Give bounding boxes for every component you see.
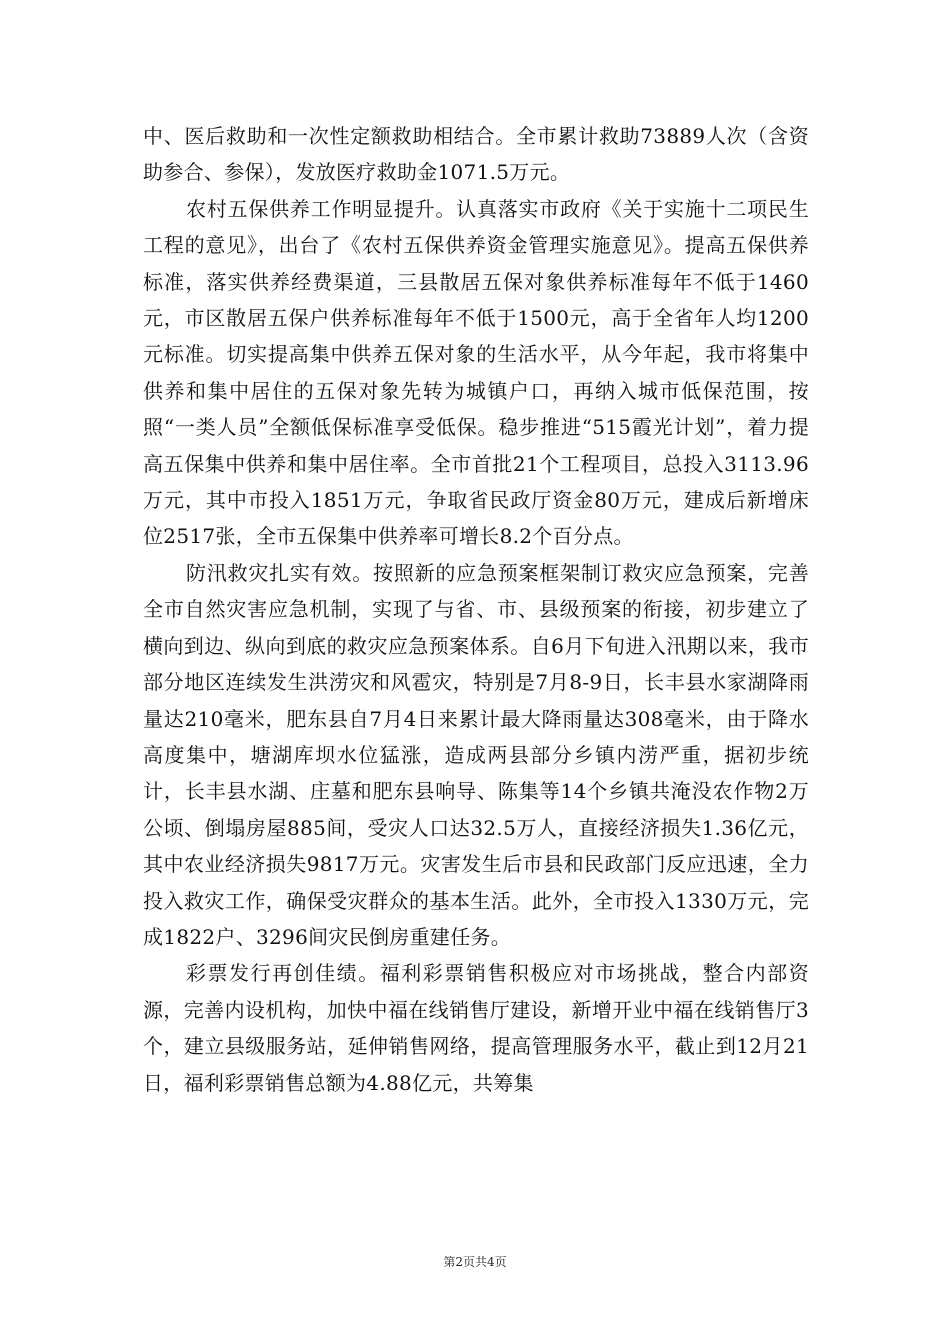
- document-body: [143, 118, 809, 1101]
- page-footer: [0, 1253, 950, 1270]
- paragraph-flood-relief: 防汛救灾扎实有效。按照新的应急预案框架制订救灾应急预案，完善全市自然灾害应急机制，实现了与省、市、县级预案的衔接，初步建立了横向到边、纵向到底的救灾应急预案体系。自6月下旬进入汛期以来，我市部分地区连续发生洪涝灾和风雹灾，特别是7月8-9日，长丰县水家湖降雨量达210毫米，肥东县自7月4日来累计最大降雨量达308毫米，由于降水高度集中，塘湖库坝水位猛涨，造成两县部分乡镇内涝严重，据初步统计，长丰县水湖、庄墓和肥东县响导、陈集等14个乡镇共淹没农作物2万公顷、倒塌房屋885间，受灾人口达32.5万人，直接经济损失1.36亿元，其中农业经济损失9817万元。灾害发生后市县和民政部门反应迅速，全力投入救灾工作，确保受灾群众的基本生活。此外，全市投入1330万元，完成1822户、3296间灾民倒房重建任务。: [143, 560, 809, 949]
- paragraph-medical-aid-continuation: 中、医后救助和一次性定额救助相结合。全市累计救助73889人次（含资助参合、参保），发放医疗救助金1071.5万元。: [143, 124, 809, 185]
- page-number-label: 第2页共4页: [443, 1255, 507, 1269]
- paragraph-lottery-sales: 彩票发行再创佳绩。福利彩票销售积极应对市场挑战，整合内部资源，完善内设机构，加快中福在线销售厅建设，新增开业中福在线销售厅3个，建立县级服务站，延伸销售网络，提高管理服务水平，截止到12月21日，福利彩票销售总额为4.88亿元，共筹集: [143, 961, 809, 1095]
- paragraph-rural-five-guarantees: 农村五保供养工作明显提升。认真落实市政府《关于实施十二项民生工程的意见》，出台了《农村五保供养资金管理实施意见》。提高五保供养标准，落实供养经费渠道，三县散居五保对象供养标准每年不低于1460元，市区散居五保户供养标准每年不低于1500元，高于全省年人均1200元标准。切实提高集中供养五保对象的生活水平，从今年起，我市将集中供养和集中居住的五保对象先转为城镇户口，再纳入城市低保范围，按照“一类人员”全额低保标准享受低保。稳步推进“515霞光计划”，着力提高五保集中供养和集中居住率。全市首批21个工程项目，总投入3113.96万元，其中市投入1851万元，争取省民政厅资金80万元，建成后新增床位2517张，全市五保集中供养率可增长8.2个百分点。: [143, 196, 809, 549]
